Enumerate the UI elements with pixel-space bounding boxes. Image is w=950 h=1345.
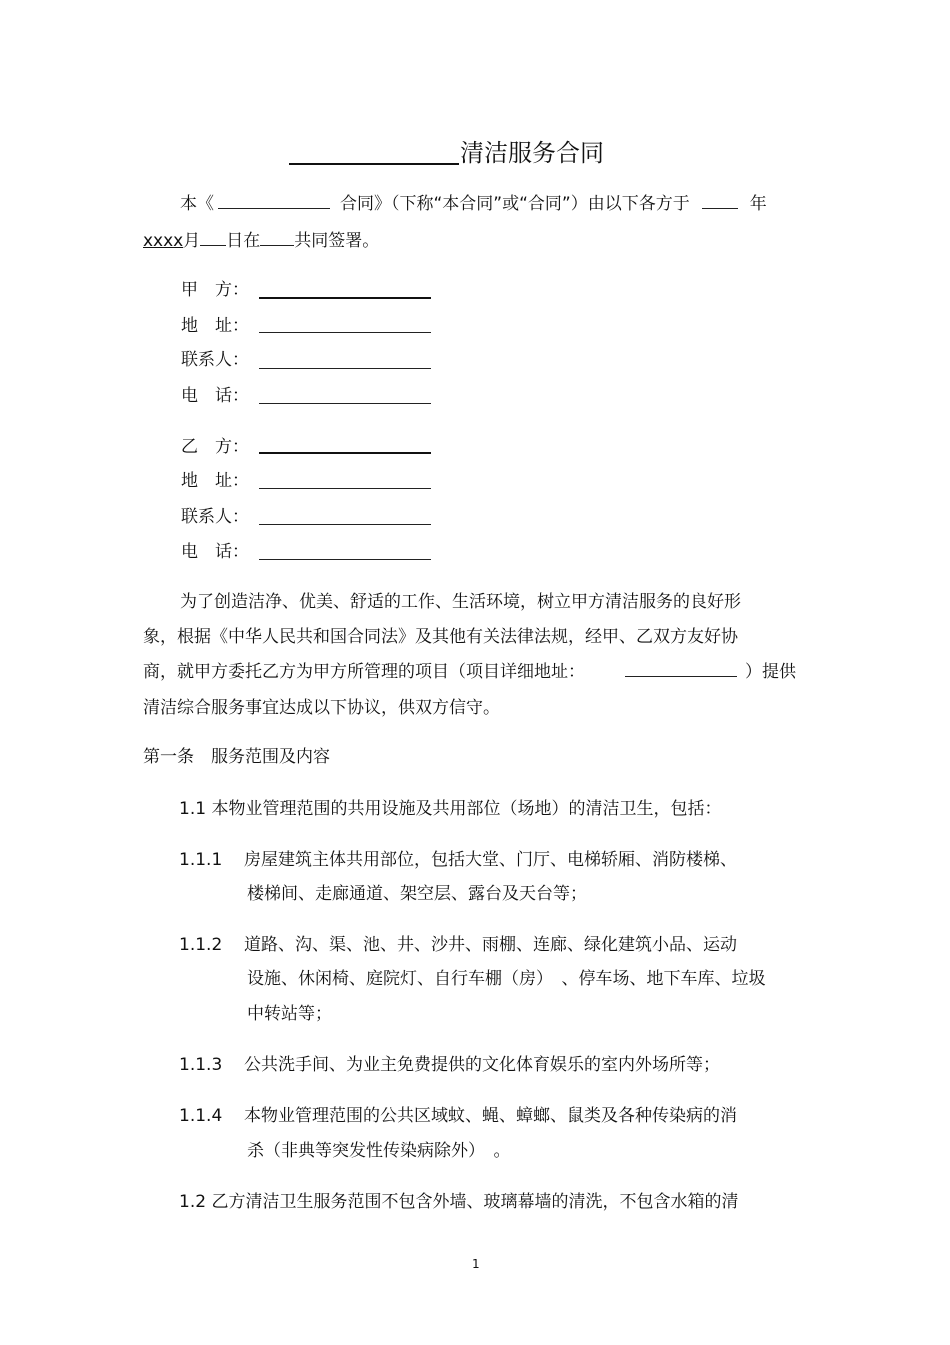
item-number: 1.1.3 — [179, 1055, 223, 1075]
party-b-phone-label: 电 话： — [181, 542, 249, 562]
party-a-contact-line — [259, 368, 431, 369]
section-1-1: 1.1 本物业管理范围的共用设施及共用部位（场地）的清洁卫生，包括： — [179, 799, 722, 819]
item-number: 1.1.1 — [179, 850, 223, 870]
party-a-contact-label: 联系人： — [181, 350, 249, 370]
party-b-phone-line — [259, 559, 431, 560]
party-b-label: 乙 方： — [181, 437, 249, 457]
section-1-2: 1.2 乙方清洁卫生服务范围不包含外墙、玻璃幕墙的清洗，不包含水箱的清 — [179, 1192, 739, 1212]
party-a-address-line — [259, 332, 431, 333]
item-line: 本物业管理范围的公共区域蚊、蝇、蟑螂、鼠类及各种传染病的消 — [244, 1106, 737, 1126]
article-1-heading: 第一条 服务范围及内容 — [143, 747, 330, 767]
day-blank — [200, 229, 226, 246]
item-line: 楼梯间、走廊通道、架空层、露台及天台等； — [247, 884, 587, 904]
item-line: 杀（非典等突发性传染病除外） 。 — [247, 1141, 511, 1161]
preamble-line-2: 象，根据《中华人民共和国合同法》及其他有关法律法规，经甲、乙双方友好协 — [143, 627, 738, 647]
party-a-phone-line — [259, 403, 431, 404]
title-blank-line — [289, 163, 459, 165]
party-b-contact-label: 联系人： — [181, 507, 249, 527]
preamble-line-1: 为了创造洁净、优美、舒适的工作、生活环境，树立甲方清洁服务的良好形 — [180, 592, 741, 612]
page-number: 1 — [472, 1257, 480, 1271]
party-b-address-label: 地 址： — [181, 471, 249, 491]
preamble-line-3: 商，就甲方委托乙方为甲方所管理的项目（项目详细地址： ）提供 — [143, 662, 796, 682]
party-a-line — [259, 297, 431, 299]
project-address-blank — [625, 660, 737, 677]
party-a-label: 甲 方： — [181, 280, 249, 300]
intro-line-1: 本《 合同》（下称“本合同”或“合同”）由以下各方于 年 — [180, 194, 767, 214]
item-line: 中转站等； — [247, 1004, 332, 1024]
contract-name-blank — [218, 192, 330, 209]
item-number: 1.1.4 — [179, 1106, 223, 1126]
page-title: 清洁服务合同 — [460, 139, 604, 167]
month-value: xxxx — [143, 231, 184, 251]
item-line: 房屋建筑主体共用部位，包括大堂、门厅、电梯轿厢、消防楼梯、 — [244, 850, 737, 870]
party-b-address-line — [259, 488, 431, 489]
preamble-line-4: 清洁综合服务事宜达成以下协议，供双方信守。 — [143, 698, 500, 718]
party-b-contact-line — [259, 524, 431, 525]
party-a-address-label: 地 址： — [181, 316, 249, 336]
year-blank — [702, 192, 738, 209]
party-b-line — [259, 452, 431, 454]
intro-line-2: xxxx月 日在 共同签署。 — [143, 231, 380, 251]
item-line: 道路、沟、渠、池、井、沙井、雨棚、连廊、绿化建筑小品、运动 — [244, 935, 737, 955]
place-blank — [260, 229, 294, 246]
item-line: 设施、休闲椅、庭院灯、自行车棚（房） 、停车场、地下车库、垃圾 — [247, 969, 766, 989]
item-line: 公共洗手间、为业主免费提供的文化体育娱乐的室内外场所等； — [244, 1055, 720, 1075]
party-a-phone-label: 电 话： — [181, 386, 249, 406]
item-number: 1.1.2 — [179, 935, 223, 955]
